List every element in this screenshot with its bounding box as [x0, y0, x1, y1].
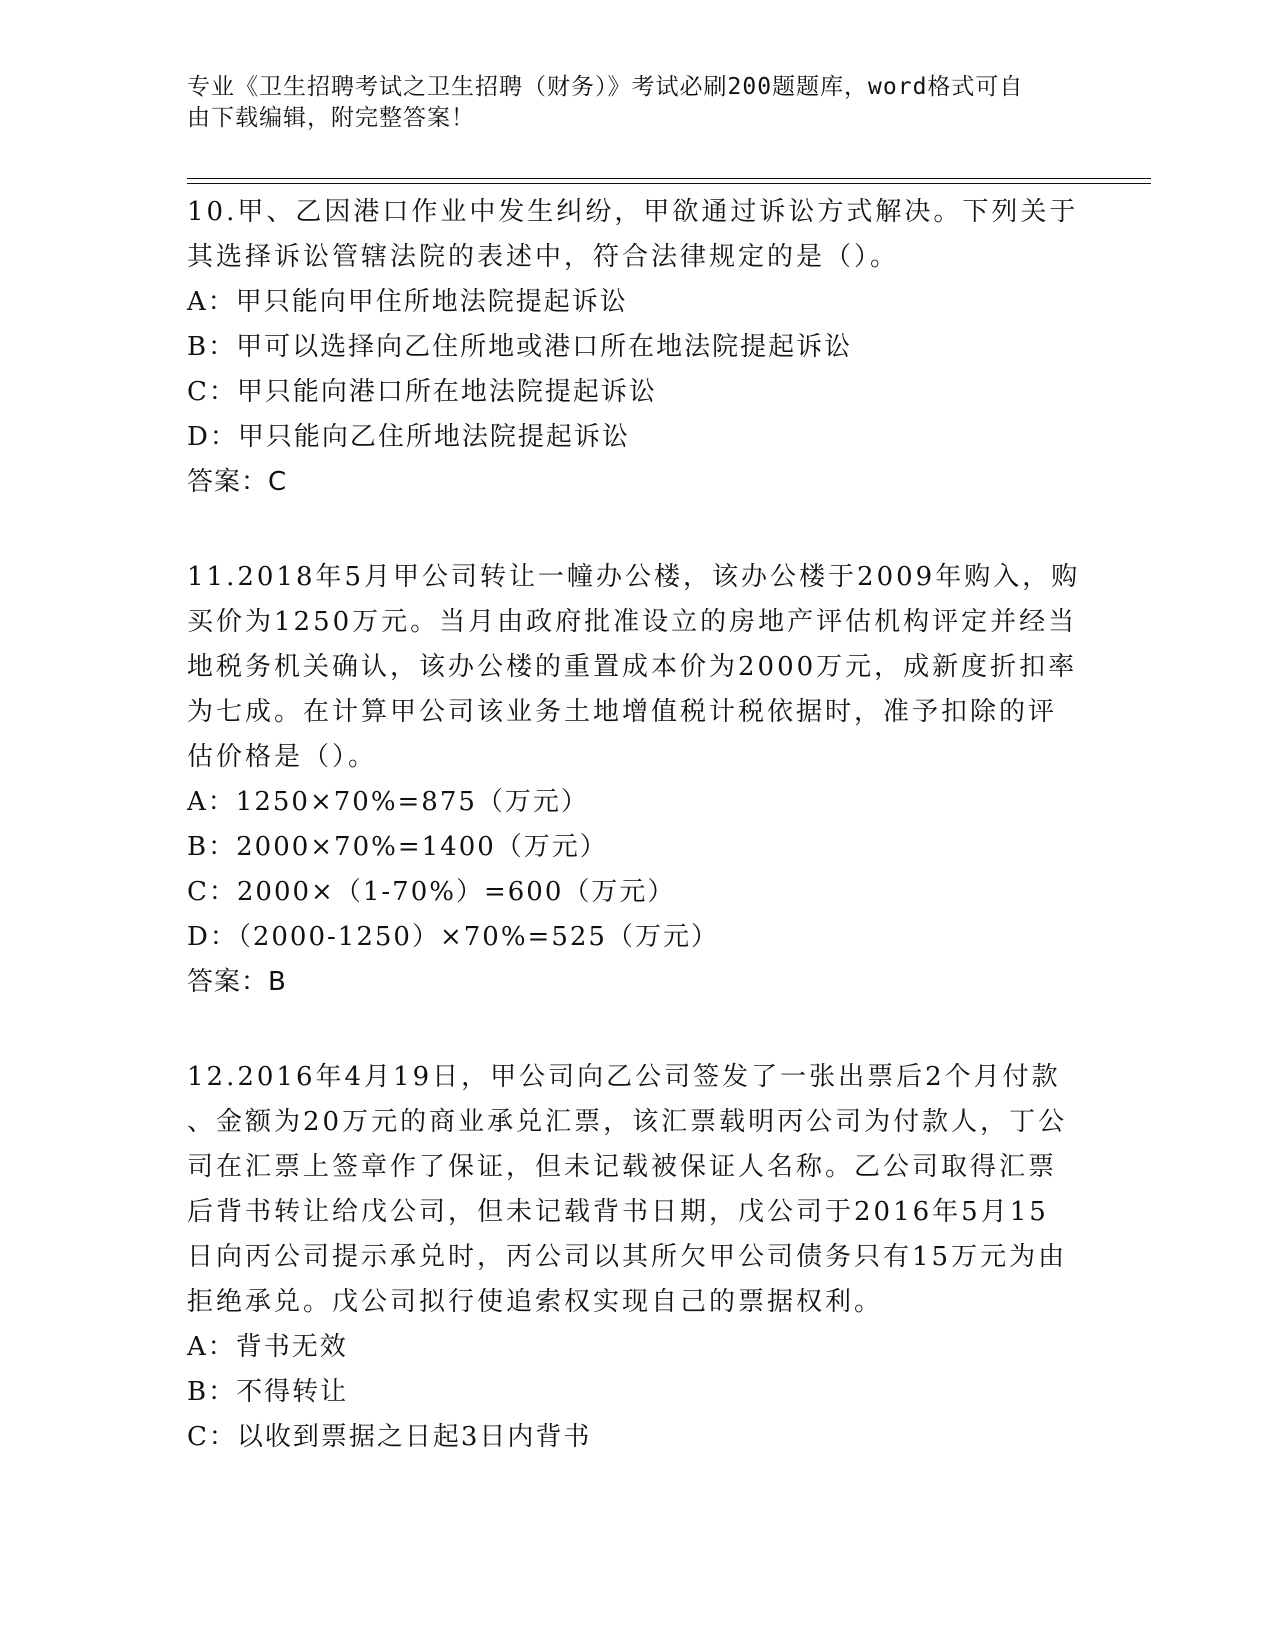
option-d: D：甲只能向乙住所地法院提起诉讼 [187, 422, 630, 452]
header-divider-bottom [187, 183, 1151, 184]
option-a: A：甲只能向甲住所地法院提起诉讼 [187, 287, 628, 317]
option-d: D：（2000-1250）×70%=525（万元） [187, 922, 719, 952]
question-stem-line: 、金额为20万元的商业承兑汇票，该汇票载明丙公司为付款人，丁公 [187, 1107, 1068, 1137]
option-c: C：甲只能向港口所在地法院提起诉讼 [187, 377, 657, 407]
option-a: A：背书无效 [187, 1332, 348, 1362]
question-list [187, 190, 1087, 1510]
question-12 [187, 1055, 1087, 1460]
question-11 [187, 555, 1087, 1005]
document-header [187, 72, 1067, 134]
option-c: C：2000×（1-70%）=600（万元） [187, 877, 676, 907]
question-stem-line: 买价为1250万元。当月由政府批准设立的房地产评估机构评定并经当 [187, 607, 1078, 637]
question-stem-line: 后背书转让给戊公司，但未记载背书日期，戊公司于2016年5月15 [187, 1197, 1049, 1227]
option-a: A：1250×70%=875（万元） [187, 787, 589, 817]
question-stem-line: 地税务机关确认，该办公楼的重置成本价为2000万元，成新度折扣率 [187, 652, 1078, 682]
question-stem-line: 12.2016年4月19日，甲公司向乙公司签发了一张出票后2个月付款 [187, 1062, 1061, 1092]
header-divider-top [187, 178, 1151, 179]
question-stem-line: 司在汇票上签章作了保证，但未记载被保证人名称。乙公司取得汇票 [187, 1152, 1058, 1182]
option-b: B：2000×70%=1400（万元） [187, 832, 608, 862]
answer-label: 答案：C [187, 467, 288, 497]
question-stem-line: 10.甲、乙因港口作业中发生纠纷，甲欲通过诉讼方式解决。下列关于 [187, 197, 1079, 227]
question-stem-line: 拒绝承兑。戊公司拟行使追索权实现自己的票据权利。 [187, 1287, 884, 1317]
answer-label: 答案：B [187, 967, 287, 997]
option-b: B：不得转让 [187, 1377, 349, 1407]
question-stem-line: 日向丙公司提示承兑时，丙公司以其所欠甲公司债务只有15万元为由 [187, 1242, 1068, 1272]
question-10 [187, 190, 1087, 505]
question-stem-line: 11.2018年5月甲公司转让一幢办公楼，该办公楼于2009年购入，购 [187, 562, 1081, 592]
header-title-line-1: 专业《卫生招聘考试之卫生招聘（财务）》考试必刷200题题库，word格式可自 [187, 74, 1024, 100]
header-title-line-2: 由下载编辑，附完整答案！ [187, 105, 475, 131]
question-stem-line: 其选择诉讼管辖法院的表述中，符合法律规定的是（）。 [187, 242, 900, 272]
option-b: B：甲可以选择向乙住所地或港口所在地法院提起诉讼 [187, 332, 853, 362]
question-stem-line: 估价格是（）。 [187, 742, 378, 772]
question-stem-line: 为七成。在计算甲公司该业务土地增值税计税依据时，准予扣除的评 [187, 697, 1058, 727]
option-c: C：以收到票据之日起3日内背书 [187, 1422, 592, 1452]
